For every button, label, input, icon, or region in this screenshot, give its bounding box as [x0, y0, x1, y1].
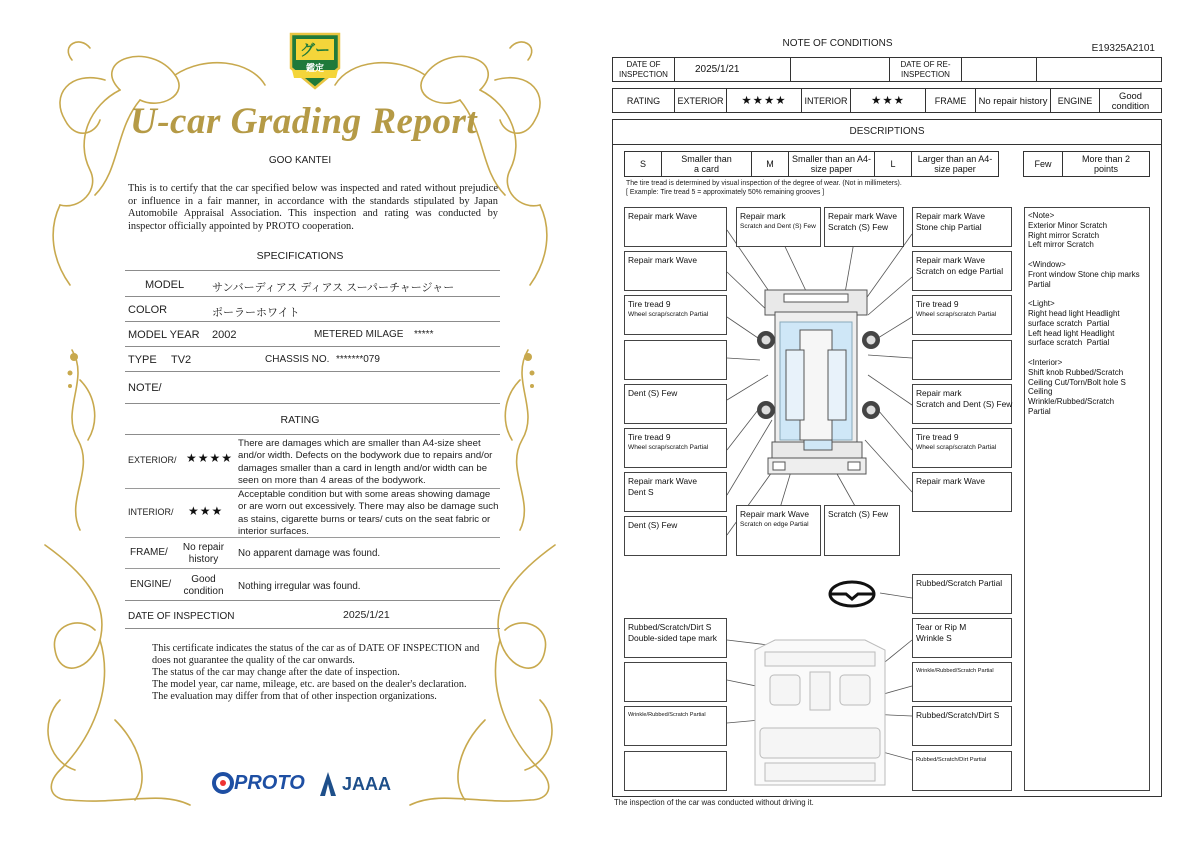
- frame-value: No repair history: [182, 542, 225, 565]
- mileage-label: METERED MILAGE: [314, 329, 404, 340]
- condition-box: Tire tread 9 Wheel scrap/scratch Partial: [912, 428, 1012, 468]
- frame-value: No repair history: [975, 88, 1051, 113]
- reinspection-label: DATE OF RE-INSPECTION: [889, 57, 962, 82]
- condition-box: Repair mark Scratch and Dent (S) Few: [912, 384, 1012, 424]
- proto-logo-text: PROTO: [234, 772, 305, 794]
- legend-m-text: Smaller than an A4-size paper: [788, 151, 875, 177]
- interior-label: INTERIOR/: [128, 507, 174, 517]
- condition-box: Tire tread 9 Wheel scrap/scratch Partial: [624, 295, 727, 335]
- frame-label: FRAME/: [130, 547, 168, 558]
- condition-box: Tear or Rip M Wrinkle S: [912, 618, 1012, 658]
- condition-box: Repair mark Wave Scratch on edge Partial: [736, 505, 821, 556]
- notes-text: <Note> Exterior Minor Scratch Right mirror Scratch Left mirror Scratch <Window> Front window Stone chip marks Partial <Light> Right head light Headlight surface scratch Partial Left head light Headlight surface scratch Partial <Interior> Shift knob Rubbed/Scratch Ceiling Cut/Torn/Bolt hole S Ceiling Wrinkle/Rubbed/Scratch Partial: [1028, 211, 1140, 416]
- exterior-label: EXTERIOR: [674, 88, 727, 113]
- badge-bottom-text: 鑑定: [305, 63, 324, 73]
- footer-line: The model year, car name, mileage, etc. are based on the dealer's declaration.: [152, 679, 467, 690]
- condition-box: [624, 751, 727, 791]
- condition-box: Rubbed/Scratch/Dirt S: [912, 706, 1012, 746]
- chassis-label: CHASSIS NO.: [265, 354, 330, 365]
- model-label: MODEL: [145, 279, 185, 291]
- type-label: TYPE: [128, 354, 157, 366]
- notes-panel: [1024, 207, 1150, 791]
- condition-box: Rubbed/Scratch Partial: [912, 574, 1012, 614]
- jaaa-mark-icon: [318, 770, 338, 798]
- chassis-value: *******079: [336, 354, 380, 365]
- condition-box: Dent (S) Few: [624, 516, 727, 556]
- rating-label: RATING: [612, 88, 675, 113]
- exterior-car-diagram: [765, 290, 867, 474]
- condition-box: Wrinkle/Rubbed/Scratch Partial: [912, 662, 1012, 702]
- condition-box: Repair mark Wave: [624, 251, 727, 291]
- condition-box: Repair mark Wave: [624, 207, 727, 247]
- interior-stars: ★★★: [188, 504, 224, 518]
- condition-box: Repair mark Wave Scratch (S) Few: [824, 207, 904, 247]
- legend-m-key: M: [751, 151, 789, 177]
- interior-description: Acceptable condition but with some areas showing damage or are worn out excessively. There may also be damage such as stains, cigarette burns or tears/ cuts on the seat fabric or interior surfaces.: [238, 489, 499, 537]
- legend-l-key: L: [874, 151, 912, 177]
- model-year-label: MODEL YEAR: [128, 329, 200, 341]
- date-of-inspection-value: 2025/1/21: [674, 57, 791, 82]
- exterior-description: There are damages which are smaller than A4-size sheet and/or width. Defects on the bodywork due to repairs and/or damages smaller than a card in length and/or width can be seen on more than 4 areas of the bodywork.: [238, 438, 493, 486]
- exterior-stars: ★★★★: [186, 451, 234, 465]
- frame-label: FRAME: [925, 88, 976, 113]
- color-value: ポーラーホワイト: [212, 307, 300, 319]
- footer-line: The evaluation may differ from that of other inspection organizations.: [152, 691, 437, 702]
- jaaa-logo: [318, 770, 398, 800]
- condition-box: Rubbed/Scratch/Dirt Partial: [912, 751, 1012, 791]
- condition-box: Dent (S) Few: [624, 384, 727, 424]
- date-of-inspection-value: 2025/1/21: [343, 609, 390, 621]
- certification-intro: This is to certify that the car specified below was inspected and rated without prejudice or influence in a fair manner, in accordance with the standards stipulated by Japan Automobile Appraisal Association. This inspection and rating was conducted by inspector officially appointed by PROTO cooperation.: [128, 183, 498, 232]
- notes-title: NOTE OF CONDITIONS: [782, 38, 893, 49]
- frame-description: No apparent damage was found.: [238, 548, 381, 559]
- condition-box: Repair mark Wave Stone chip Partial: [912, 207, 1012, 247]
- note-of-conditions: [600, 0, 1200, 848]
- engine-value: Good condition: [183, 574, 224, 597]
- engine-label: ENGINE/: [130, 579, 172, 590]
- report-footer-note: The inspection of the car was conducted without driving it.: [614, 798, 814, 807]
- report-title: U-car Grading Report: [130, 101, 478, 142]
- report-code: E19325A2101: [1091, 43, 1155, 54]
- interior-label: INTERIOR: [801, 88, 851, 113]
- condition-box: [624, 662, 727, 702]
- legend-few-key: Few: [1023, 151, 1063, 177]
- interior-stars: ★★★: [850, 88, 926, 113]
- badge-top-text: グー: [299, 42, 330, 59]
- model-value: サンバーディアス ディアス スーパーチャージャー: [212, 282, 455, 294]
- legend-s-text: Smaller than a card: [661, 151, 752, 177]
- exterior-label: EXTERIOR/: [128, 455, 177, 465]
- footer-line: The status of the car may change after the date of inspection.: [152, 667, 400, 678]
- condition-box: [912, 340, 1012, 380]
- condition-box: Repair mark Wave Dent S: [624, 472, 727, 512]
- descriptions-heading: DESCRIPTIONS: [849, 126, 925, 137]
- report-subtitle: GOO KANTEI: [268, 155, 332, 166]
- condition-box: Wrinkle/Rubbed/Scratch Partial: [624, 706, 727, 746]
- note-label: NOTE/: [128, 382, 162, 394]
- footer-line: This certificate indicates the status of the car as of DATE OF INSPECTION and does not guarantee the quality of the car onwards.: [152, 643, 480, 666]
- condition-box: Scratch (S) Few: [824, 505, 900, 556]
- model-year-value: 2002: [212, 329, 237, 341]
- interior-car-diagram: [755, 640, 885, 785]
- tire-example-note: [ Example: Tire tread 5 = approximately 50% remaining grooves ]: [626, 189, 825, 196]
- mileage-value: *****: [414, 329, 434, 340]
- engine-description: Nothing irregular was found.: [238, 581, 361, 592]
- legend-few-text: More than 2 points: [1062, 151, 1150, 177]
- steering-wheel-icon: [830, 582, 874, 606]
- proto-logo: [212, 770, 312, 800]
- color-label: COLOR: [128, 304, 168, 316]
- tire-note: The tire tread is determined by visual inspection of the degree of wear. (Not in millimeters).: [626, 180, 902, 187]
- condition-box: Rubbed/Scratch/Dirt S Double-sided tape mark: [624, 618, 727, 658]
- condition-box: Repair mark Wave Scratch on edge Partial: [912, 251, 1012, 291]
- jaaa-logo-text: JAAA: [342, 774, 392, 794]
- engine-label: ENGINE: [1050, 88, 1100, 113]
- condition-box: Repair mark Wave: [912, 472, 1012, 512]
- legend-s-key: S: [624, 151, 662, 177]
- specifications-heading: SPECIFICATIONS: [256, 250, 344, 262]
- type-value: TV2: [171, 354, 192, 366]
- condition-box: Tire tread 9 Wheel scrap/scratch Partial: [912, 295, 1012, 335]
- certificate-footer: [152, 643, 482, 703]
- engine-value: Good condition: [1099, 88, 1162, 113]
- exterior-stars: ★★★★: [726, 88, 802, 113]
- condition-box: Repair mark Scratch and Dent (S) Few: [736, 207, 821, 247]
- condition-box: [624, 340, 727, 380]
- legend-l-text: Larger than an A4-size paper: [911, 151, 999, 177]
- goo-kantei-badge: [287, 30, 343, 92]
- rating-heading: RATING: [280, 414, 320, 426]
- condition-box: Tire tread 9 Wheel scrap/scratch Partial: [624, 428, 727, 468]
- proto-mark-icon: [212, 771, 234, 797]
- date-of-inspection-label: DATE OF INSPECTION: [612, 57, 675, 82]
- date-of-inspection-label: DATE OF INSPECTION: [128, 611, 235, 622]
